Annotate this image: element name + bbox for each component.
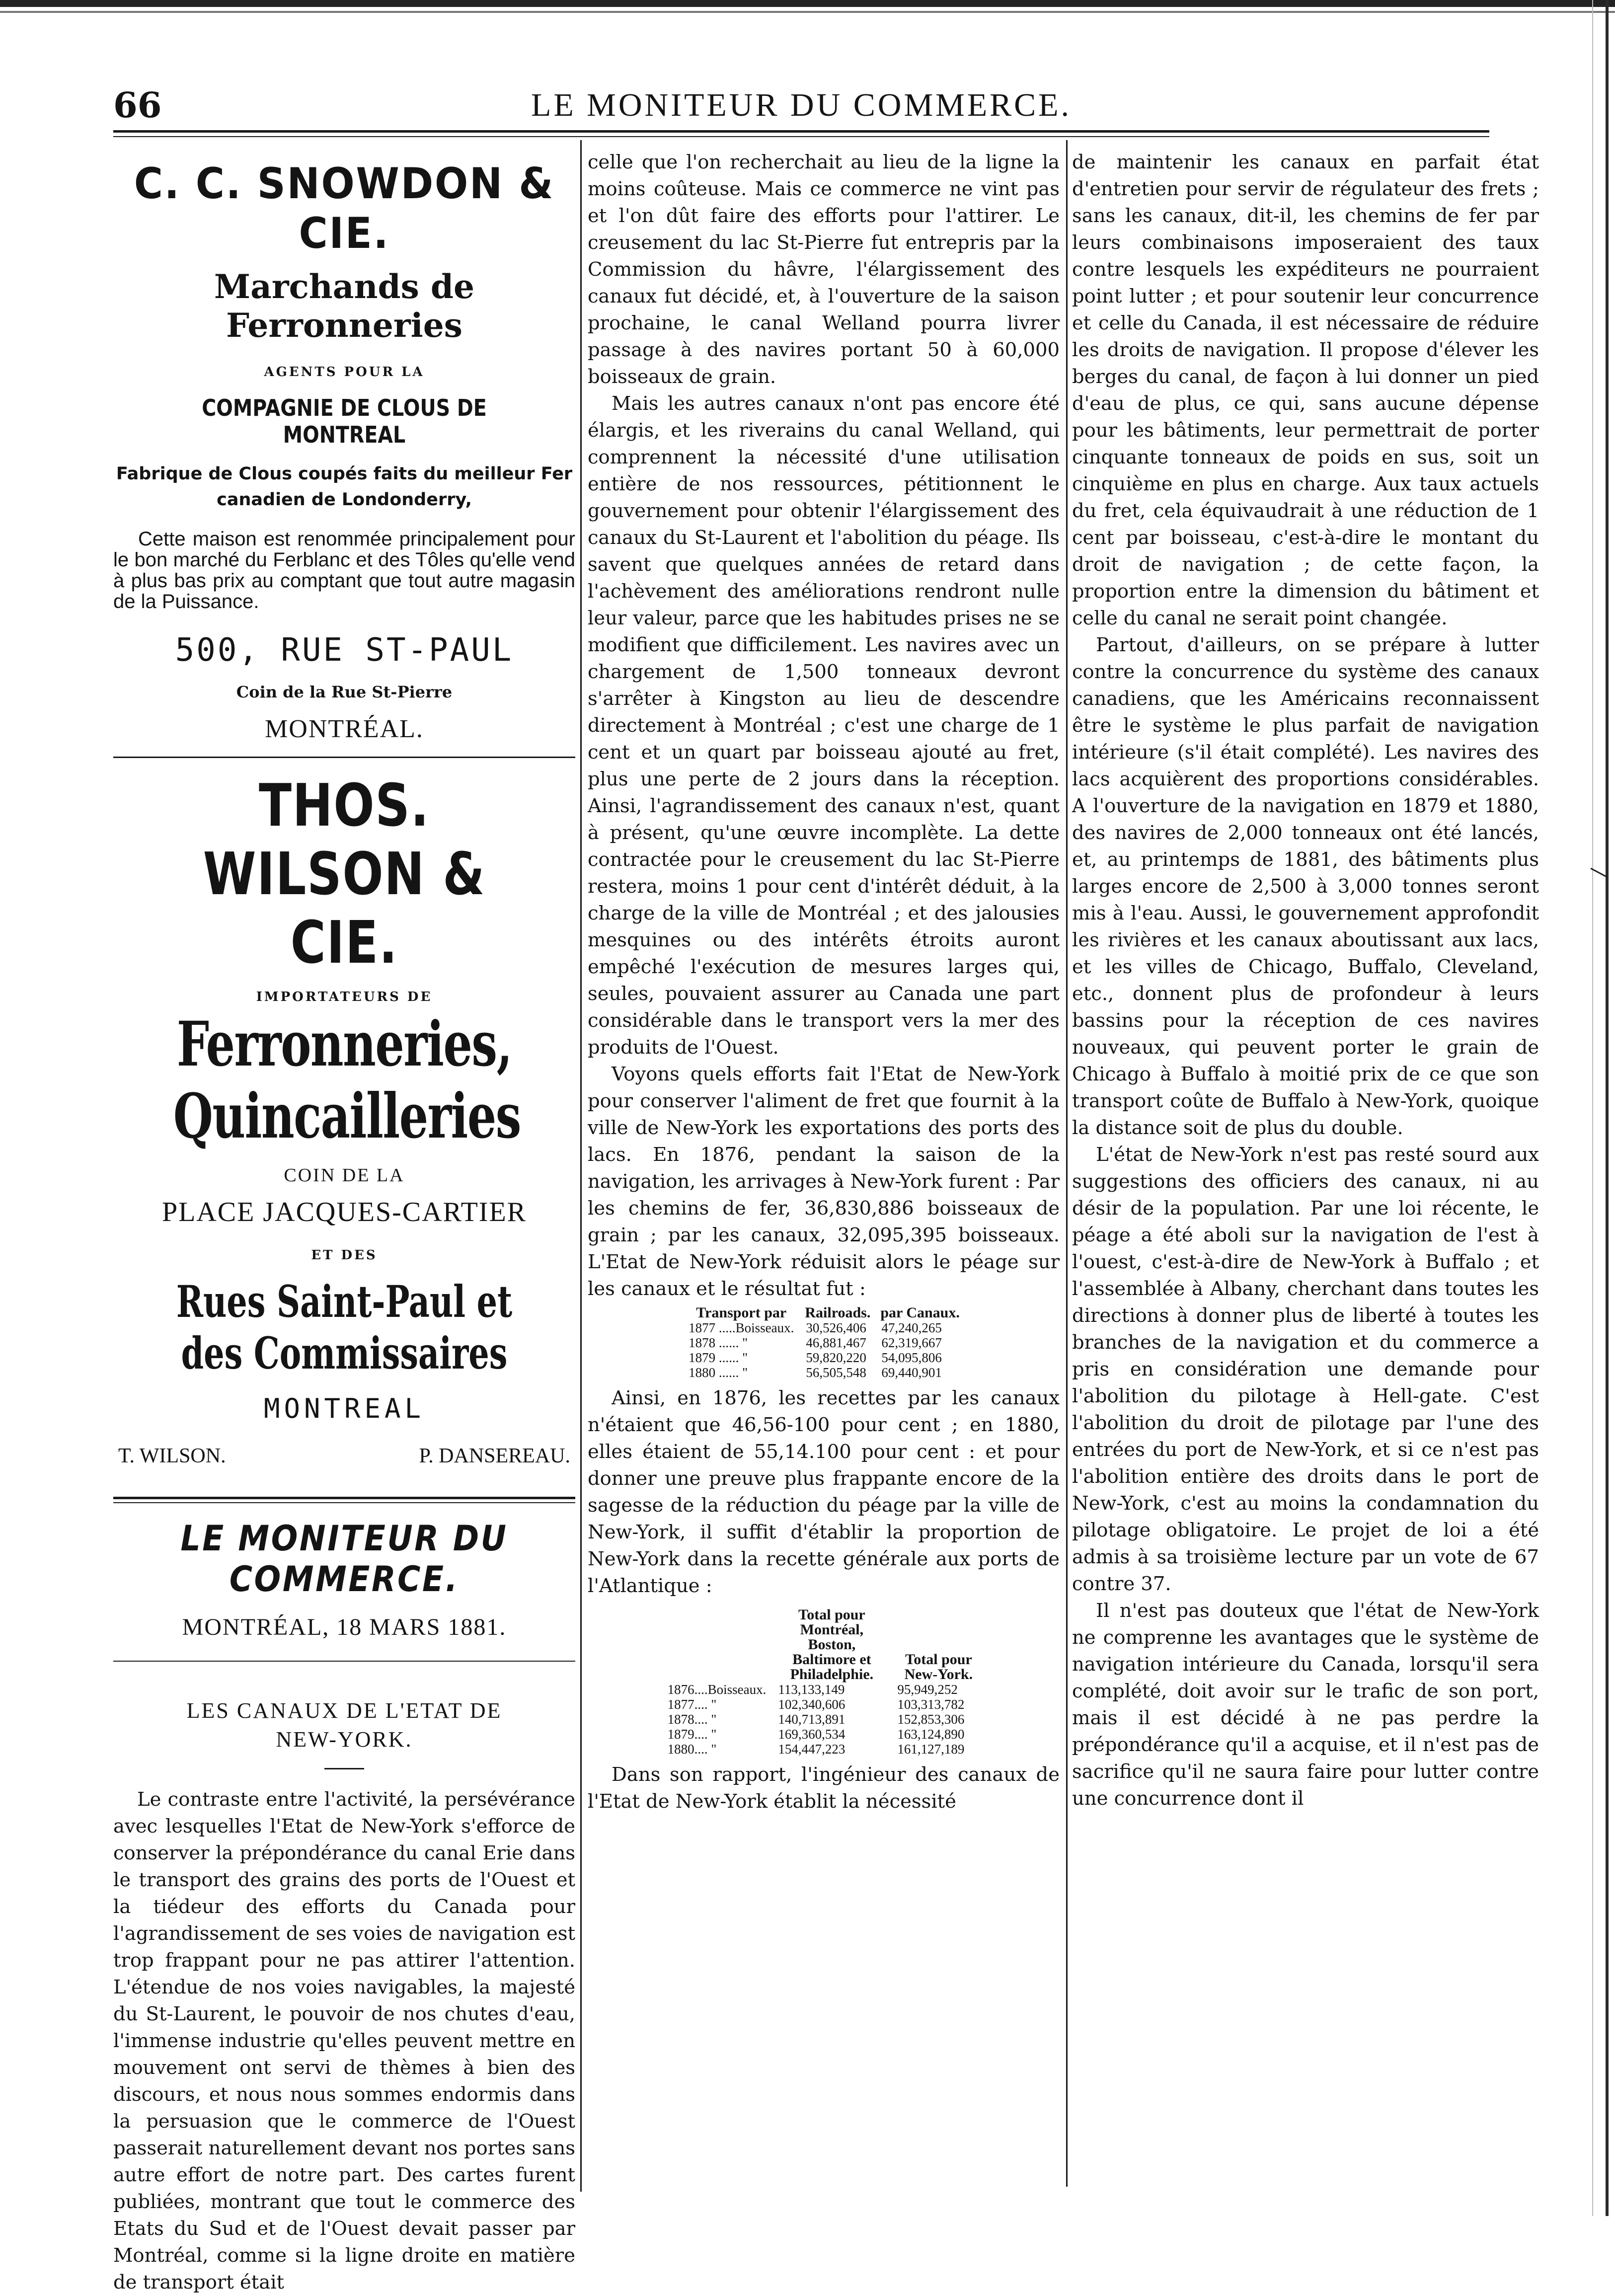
table-cell: 102,340,606 — [778, 1697, 846, 1712]
table-header: par Canaux. — [880, 1304, 960, 1321]
masthead-date: MONTRÉAL, 18 MARS 1881. — [182, 1614, 507, 1640]
table-cell: 1877 .....Boisseaux. — [689, 1320, 794, 1335]
table-cell: 169,360,534 — [778, 1727, 846, 1742]
article-title: LES CANAUX DE L'ETAT DE NEW-YORK. — [186, 1698, 502, 1752]
article-paragraph: Dans son rapport, l'ingénieur des canaux de l'Etat de New-York établit la nécessité — [588, 1763, 1060, 1813]
ad-snowdon-corner: Coin de la Rue St-Pierre — [236, 683, 453, 701]
masthead-title: LE MONITEUR DU COMMERCE. — [180, 1518, 508, 1600]
header-rule-thin — [113, 136, 1489, 137]
table-row — [662, 1682, 986, 1697]
table-cell: 1878 ...... " — [689, 1335, 748, 1350]
table-cell: 1877.... " — [667, 1697, 717, 1712]
partner-right: P. DANSEREAU. — [419, 1445, 570, 1467]
table-cell: 154,447,223 — [778, 1742, 846, 1757]
table-transport — [683, 1305, 965, 1380]
column-1 — [113, 144, 575, 2294]
ad-snowdon-trade: Marchands de Ferronneries — [214, 267, 474, 345]
scan-top-border — [0, 0, 1615, 7]
table-cell: 140,713,891 — [778, 1712, 846, 1727]
ad-snowdon-description: Cette maison est renommée principalement pour le bon marché du Ferblanc et des Tôles qu'elle vend à plus bas prix au comptant que tout autre magasin de la Puissance. — [113, 528, 575, 612]
table-cell: 161,127,189 — [897, 1742, 965, 1757]
ad-divider — [113, 757, 575, 758]
ad-snowdon — [113, 159, 575, 744]
ad-wilson-et-des: ET DES — [311, 1248, 378, 1263]
article-paragraph: Le contraste entre l'activité, la persévérance avec lesquelles l'Etat de New-York s'efforce de conserver la prépondérance du canal Erie dans le transport des grains des ports de l'Ouest et la tiédeur des efforts du Canada pour l'agrandissement de ses voies de navigation est trop frappant pour ne pas attirer l'attention. L'étendue de nos voies navigables, la majesté du St-Laurent, le pouvoir de nos chutes d'eau, l'immense industrie qu'elles peuvent mettre en mouvement ont servi de thèmes à bien des discours, et nous nous sommes endormis dans la persuasion que le commerce de l'Ouest passerait naturellement devant nos portes sans autre effort de notre part. Des cartes furent publiées, montrant que tout le commerce des Etats du Sud et de l'Ouest devait passer par Montréal, comme si la ligne droite en matière de transport était — [113, 1788, 575, 2294]
column-divider-left — [580, 140, 582, 2192]
table-row — [662, 1712, 986, 1727]
scan-right-edge-thin — [1592, 0, 1593, 2216]
ad-wilson-partners — [113, 1444, 575, 1468]
table-row — [683, 1335, 965, 1350]
table-cell: 54,095,806 — [881, 1350, 942, 1365]
ad-wilson-city: MONTREAL — [263, 1393, 425, 1424]
column-3 — [1072, 149, 1539, 2211]
partner-left: T. WILSON. — [118, 1445, 226, 1467]
table-cell: 1878.... " — [667, 1712, 717, 1727]
table-header — [662, 1607, 772, 1682]
article-paragraph: Voyons quels efforts fait l'Etat de New-York pour conserver l'aliment de fret que fournit à la ville de New-York les exportations des ports des lacs. En 1876, pendant la saison de la navigation, les arrivages à New-York furent : Par les chemins de fer, 36,830,886 boisseaux de grain ; par les canaux, 32,095,395 boisseaux. L'Etat de New-York réduisit alors le péage sur les canaux et le résultat fut : — [588, 1063, 1060, 1300]
ad-snowdon-agents: AGENTS POUR LA — [264, 365, 425, 380]
table-cell: 1880.... " — [667, 1742, 717, 1757]
ad-wilson-coin: COIN DE LA — [284, 1165, 405, 1186]
table-row — [683, 1365, 965, 1380]
page-number: 66 — [113, 84, 162, 126]
table-cell: 62,319,667 — [881, 1335, 942, 1350]
article-paragraph: Il n'est pas douteux que l'état de New-York ne comprenne les avantages que le système de navigation intérieure du Canada, lorsqu'il sera complété, doit avoir sur le trafic de son port, mais il est décidé à ne pas perdre la prépondérance qu'il a acquise, et il n'est pas de sacrifice qu'il ne saura faire pour lutter contre une concurrence dont il — [1072, 1600, 1539, 1810]
table-cell: 46,881,467 — [806, 1335, 866, 1350]
table-cell: 30,526,406 — [806, 1320, 866, 1335]
table-receipts — [662, 1607, 986, 1757]
table-row — [662, 1727, 986, 1742]
table-header: Transport par — [696, 1304, 787, 1321]
article-paragraph: de maintenir les canaux en parfait état d'entretien pour servir de régulateur des frets ; sans les canaux, dit-il, les chemins de fer par leurs combinaisons imposeraient des taux contre lesquels les expéditeurs ne pourraient point lutter ; et pour soutenir leur concurrence et celle du Canada, il est nécessaire de réduire les droits de navigation. Il propose d'élever les berges du canal, de façon à lui donner un pied d'eau de plus, ce qui, sans aucune dépense pour les bâtiments, leur permettrait de porter cinquante tonneaux de poids en sus, soit un cinquième en plus en charge. Aux taux actuels du fret, cela équivaudrait à une réduction de 1 cent par boisseau, c'est-à-dire le montant du droit de navigation ; de cette façon, la proportion entre la dimension du bâtiment et celle du canal ne serait point changée. — [1072, 151, 1539, 629]
ad-wilson-name: THOS. WILSON & CIE. — [203, 771, 486, 977]
table-cell: 1880 ...... " — [689, 1365, 748, 1380]
table-cell: 56,505,548 — [806, 1365, 866, 1380]
article-paragraph: Partout, d'ailleurs, on se prépare à lutter contre la concurrence du système des canaux canadiens, que les Américains reconnaissent être le système le plus parfait de navigation intérieure (s'il était complété). Les navires des lacs acquièrent des proportions considérables. A l'ouverture de la navigation en 1879 et 1880, des navires de 2,000 tonneaux ont été lancés, et, au printemps de 1881, des bâtiments plus larges encore de 2,500 à 3,000 tonnes seront mis à l'eau. Aussi, le gouvernement approfondit les rivières et les canaux aboutissant aux lacs, et les villes de Chicago, Buffalo, Cleveland, etc., donnent plus de profondeur à leurs bassins pour la réception de ces navires nouveaux, qui peuvent porter le grain de Chicago à Buffalo à moitié prix de ce que son transport coûte de Buffalo à New-York, quoique la distance soit de plus du double. — [1072, 634, 1539, 1139]
masthead-rule-top — [113, 1497, 575, 1499]
table-cell: 1879 ...... " — [689, 1350, 748, 1365]
table-row — [683, 1320, 965, 1335]
table-cell: 59,820,220 — [806, 1350, 866, 1365]
column-divider-right — [1066, 140, 1068, 2187]
table-cell: 163,124,890 — [897, 1727, 965, 1742]
ad-snowdon-company: COMPAGNIE DE CLOUS DE MONTREAL — [202, 394, 487, 448]
table-row — [662, 1742, 986, 1757]
ad-wilson-importers: IMPORTATEURS DE — [256, 990, 433, 1004]
table-cell: 103,313,782 — [897, 1697, 965, 1712]
ad-wilson — [113, 771, 575, 1468]
table-header: Total pour New-York. — [904, 1651, 973, 1683]
table-cell: 69,440,901 — [881, 1365, 942, 1380]
table-cell: 95,949,252 — [897, 1682, 958, 1697]
title-rule — [324, 1768, 364, 1769]
ad-wilson-rues: Rues Saint-Paul et des Commissaires — [176, 1276, 513, 1379]
ad-snowdon-fabrique: Fabrique de Clous coupés faits du meilleur Fer canadien de Londonderry, — [116, 464, 573, 510]
article-paragraph: L'état de New-York n'est pas resté sourd aux suggestions des officiers des canaux, ni au désir de la population. Par une loi récente, le péage a été aboli sur la navigation de l'est à l'ouest, c'est-à-dire de New-York à Buffalo ; et l'assemblée à Albany, cherchant dans toutes les directions à donner plus de liberté à toutes les branches de la navigation et du commerce a pris en considération une demande pour l'abolition du pilotage à Hell-gate. C'est l'abolition du droit de pilotage par l'une des entrées du port de New-York, et si ce n'est pas l'abolition entière des droits dans le port de New-York, c'est au moins la condamnation du pilotage obligatoire. Le projet de loi a été admis à sa troisième lecture par un vote de 67 contre 37. — [1072, 1144, 1539, 1595]
table-header: Railroads. — [805, 1304, 871, 1321]
table-cell: 1876....Boisseaux. — [667, 1682, 767, 1697]
table-row — [683, 1350, 965, 1365]
scan-right-edge — [1606, 0, 1609, 2216]
article-paragraph: Mais les autres canaux n'ont pas encore été élargis, et les riverains du canal Welland, qui comprennent la nécessité d'une utilisation entière de nos ressources, pétitionnent le gouvernement pour obtenir l'élargissement des canaux du St-Laurent et l'abolition du péage. Ils savent que quelques années de retard dans l'achèvement des améliorations rendront nulle leur valeur, parce que les habitudes prises ne se modifient que difficilement. Les navires avec un chargement de 1,500 tonneaux devront s'arrêter à Kingston au lieu de descendre directement à Montréal ; c'est une charge de 1 cent et un quart par boisseau ajouté au fret, plus une perte de 2 jours dans la réception. Ainsi, l'agrandissement des canaux n'est, quant à présent, qu'une œuvre incomplète. La dette contractée pour le creusement du lac St-Pierre restera, moins 1 pour cent d'intérêt déduit, à la charge de la ville de Montréal ; et des jalousies mesquines ou des intérêts étroits auront empêché l'exécution de mesures larges qui, seules, pouvaient assurer au Canada une part considérable dans le transport vers la mer des produits de l'Ouest. — [588, 392, 1060, 1059]
header-rule — [113, 130, 1489, 133]
ad-snowdon-name: C. C. SNOWDON & CIE. — [134, 159, 555, 258]
table-cell: 47,240,265 — [881, 1320, 942, 1335]
ad-snowdon-city: MONTRÉAL. — [265, 715, 424, 743]
column-2 — [588, 149, 1060, 2211]
table-cell: 113,133,149 — [778, 1682, 845, 1697]
journal-title: LE MONITEUR DU COMMERCE. — [531, 87, 1072, 123]
ad-snowdon-address: 500, RUE ST-PAUL — [175, 632, 514, 669]
table-row — [662, 1697, 986, 1712]
article-paragraph: celle que l'on recherchait au lieu de la ligne la moins coûteuse. Mais ce commerce ne vint pas et l'on dût faire des efforts pour l'attirer. Le creusement du lac St-Pierre fut entrepris par la Commission du hâvre, l'élargissement des canaux fut décidé, et, à l'ouverture de la saison prochaine, le canal Welland pourra livrer passage à des navires portant 50 à 60,000 boisseaux de grain. — [588, 151, 1060, 388]
ad-wilson-place: PLACE JACQUES-CARTIER — [161, 1197, 527, 1227]
table-header: Total pour Montréal, Boston, Baltimore et Philadelphie. — [790, 1607, 874, 1683]
table-cell: 152,853,306 — [897, 1712, 965, 1727]
masthead-rule-bottom — [113, 1661, 575, 1662]
masthead-rule-top-thin — [113, 1502, 575, 1503]
ad-wilson-trade: Ferronneries, Quincailleries — [173, 1008, 521, 1152]
table-cell: 1879.... " — [667, 1727, 717, 1742]
article-paragraph: Ainsi, en 1876, les recettes par les canaux n'étaient que 46,56-100 pour cent ; en 1880, elles étaient de 55,14.100 pour cent : et pour donner une preuve plus frappante encore de la sagesse de la réduction du péage par la ville de New-York, il suffit d'établir la proportion de New-York dans la recette générale aux ports de l'Atlantique : — [588, 1387, 1060, 1597]
scan-top-border-thin — [0, 11, 1615, 13]
